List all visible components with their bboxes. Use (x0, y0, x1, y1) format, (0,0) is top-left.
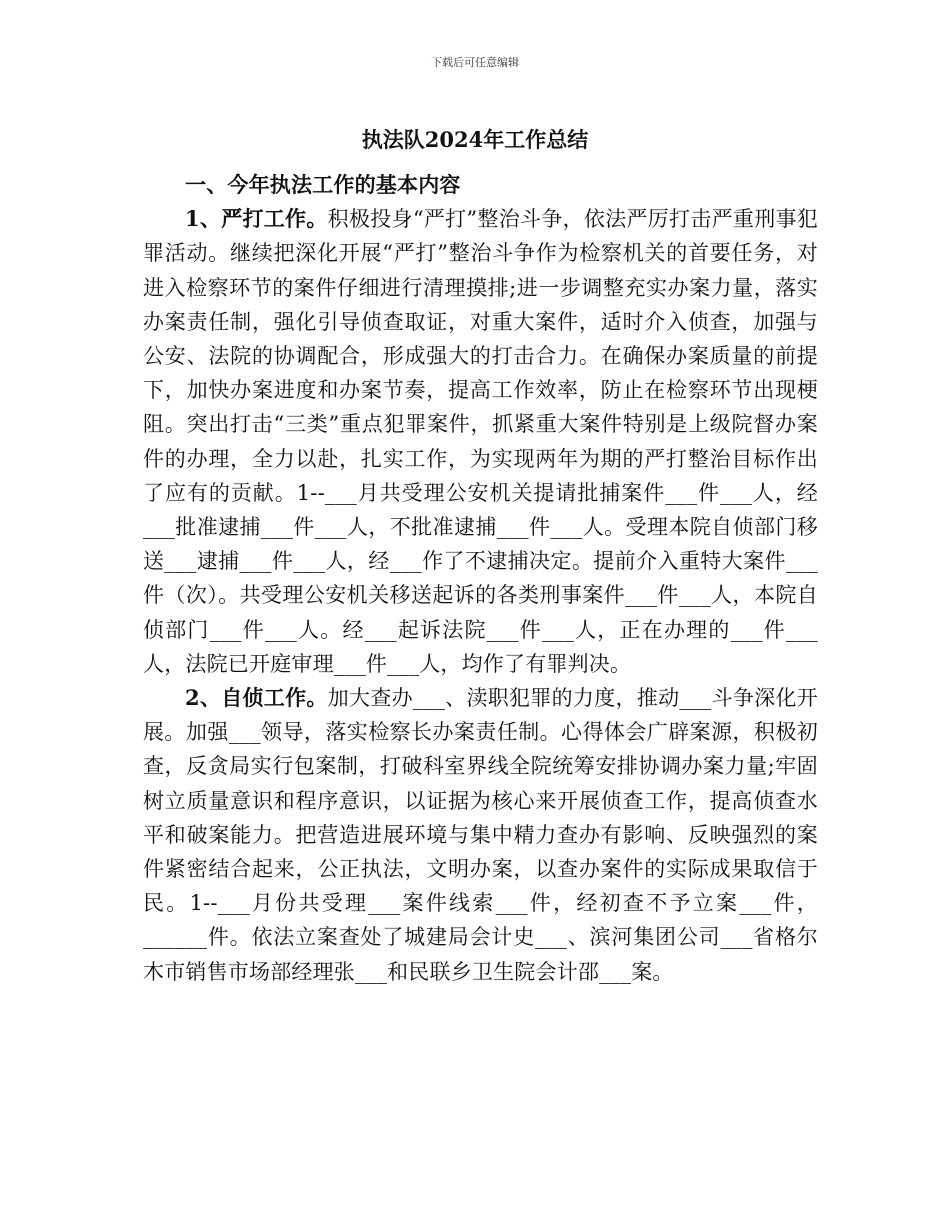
paragraph-text: 加大查办___、渎职犯罪的力度，推动___斗争深化开展。加强___领导，落实检察长办案责任制。心得体会广辟案源，积极初查，反贪局实行包案制，打破科室界线全院统筹安排协调办案力量;牢固树立质量意识和程序意识，以证据为核心来开展侦查工作，提高侦查水平和破案能力。把营造进展环境与集中精力查办有影响、反映强烈的案件紧密结合起来，公正执法，文明办案，以查办案件的实际成果取信于民。1--___月份共受理___案件线索___件，经初查不予立案___件，______件。依法立案查处了城建局会计史___、滨河集团公司___省格尔木市销售市场部经理张___和民联乡卫生院会计邵___案。 (143, 686, 819, 984)
document-title: 执法队2024年工作总结 (361, 127, 589, 152)
header-note: 下载后可任意编辑 (431, 56, 519, 69)
section-heading: 一、今年执法工作的基本内容 (185, 172, 461, 197)
paragraph-self-investigation (143, 681, 818, 989)
paragraph-text: 积极投身“严打”整治斗争，依法严厉打击严重刑事犯罪活动。继续把深化开展“严打”整治斗争作为检察机关的首要任务，对进入检察环节的案件仔细进行清理摸排;进一步调整充实办案力量，落实办案责任制，强化引导侦查取证，对重大案件，适时介入侦查，加强与公安、法院的协调配合，形成强大的打击合力。在确保办案质量的前提下，加快办案进度和办案节奏，提高工作效率，防止在检察环节出现梗阻。突出打击“三类”重点犯罪案件，抓紧重大案件特别是上级院督办案件的办理，全力以赴，扎实工作，为实现两年为期的严打整治目标作出了应有的贡献。1--___月共受理公安机关提请批捕案件___件___人，经___批准逮捕___件___人，不批准逮捕___件___人。受理本院自侦部门移送___逮捕___件___人，经___作了不逮捕决定。提前介入重特大案件___件（次）。共受理公安机关移送起诉的各类刑事案件___件___人，本院自侦部门___件___人。经___起诉法院___件___人，正在办理的___件___人，法院已开庭审理___件___人，均作了有罪判决。 (143, 207, 818, 676)
paragraph-lead: 2、自侦工作。 (185, 685, 328, 711)
paragraph-strike-hard (143, 202, 818, 681)
paragraph-lead: 1、严打工作。 (185, 206, 328, 232)
document-body (143, 168, 818, 989)
